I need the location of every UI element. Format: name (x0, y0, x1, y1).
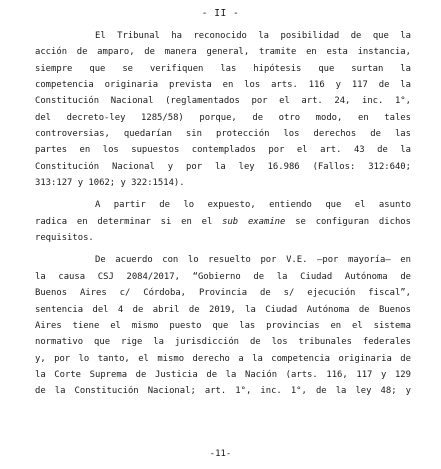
section-heading: - II - (201, 8, 240, 19)
paragraph-1 (35, 28, 411, 191)
text-line: partes en los supuestos contemplados por el art. 43 de la (35, 145, 411, 156)
text-line: acción de amparo, de manera general, tramite en esta instancia, (35, 47, 411, 58)
text-line: sentencia del 4 de abril de 2019, la Ciudad Autónoma de Buenos (35, 304, 411, 315)
text-line: Constitución Nacional y por la ley 16.986 (Fallos: 312:640; (35, 161, 411, 172)
text-line: y, por lo tanto, el mismo derecho a la competencia originaria de (35, 353, 411, 364)
page-number: -11- (209, 449, 232, 459)
text-line: del decreto-ley 1285/58) porque, de otro modo, en tales (35, 112, 411, 123)
text-line: radica en determinar si en el sub examine se configuran dichos (35, 216, 411, 227)
text-line: normativo que rige la jurisdicción de los tribunales federales (35, 337, 411, 348)
text-line: la causa CSJ 2084/2017, “Gobierno de la Ciudad Autónoma de (35, 271, 411, 282)
text-line: El Tribunal ha reconocido la posibilidad de que la (95, 31, 411, 41)
text-line: Constitución Nacional (reglamentados por el art. 24, inc. 1°, (35, 96, 411, 107)
text-line: A partir de lo expuesto, entiendo que el asunto (95, 200, 411, 211)
document-body (35, 28, 411, 406)
text-line: Buenos Aires c/ Córdoba, Provincia de s/ ejecución fiscal”, (35, 288, 411, 299)
text-line: De acuerdo con lo resuelto por V.E. —por mayoría— en (95, 255, 411, 266)
text-line: la Corte Suprema de Justicia de la Nación (arts. 116, 117 y 129 (35, 369, 411, 380)
paragraph-2 (35, 197, 411, 246)
text-line: Aires tiene el mismo puesto que las provincias en el sistema (35, 320, 411, 331)
paragraph-3 (35, 252, 411, 399)
text-line: siempre que se verifiquen las hipótesis que surtan la (35, 63, 411, 74)
text-line: de la Constitución Nacional; art. 1°, inc. 1°, de la ley 48; y (35, 386, 411, 397)
text-line: 313:127 y 1062; y 322:1514). (35, 178, 185, 189)
text-line: controversias, quedarían sin protección los derechos de las (35, 129, 411, 140)
text-line: requisitos. (35, 233, 94, 244)
text-line: competencia originaria prevista en los arts. 116 y 117 de la (35, 80, 411, 91)
